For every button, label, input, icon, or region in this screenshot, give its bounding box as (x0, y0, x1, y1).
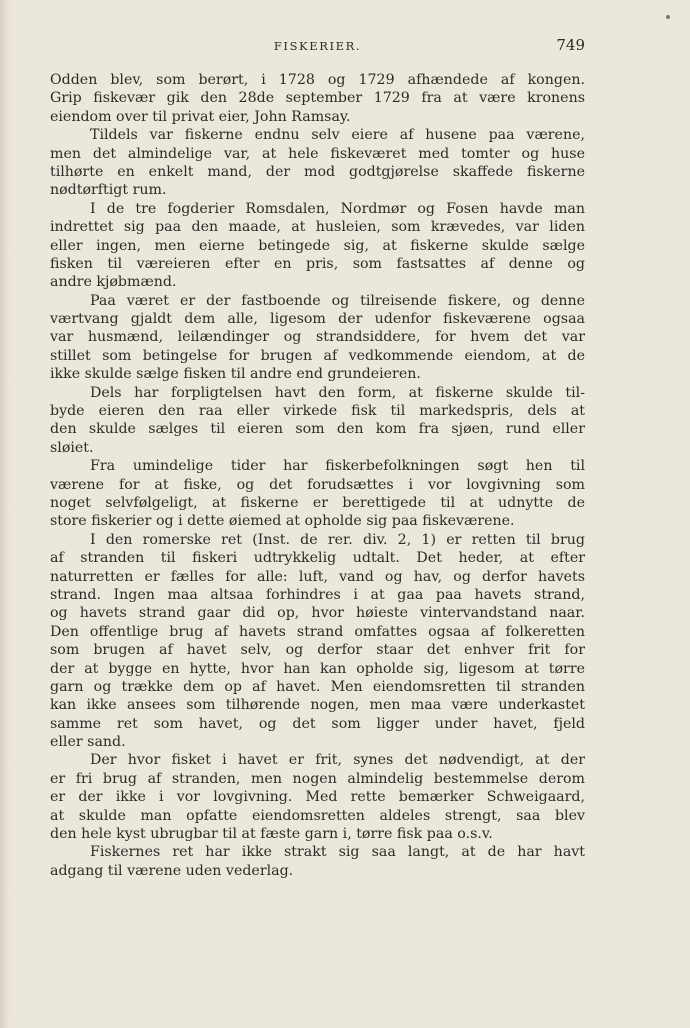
running-title: FISKERIER. (273, 39, 362, 53)
text-line: indrettet sig paa den maade, at husleien, som krævedes, var liden (50, 219, 585, 236)
scan-speck (666, 15, 670, 19)
text-line: Der hvor fisket i havet er frit, synes det nødvendigt, at der (90, 752, 585, 769)
text-line: Fiskernes ret har ikke strakt sig saa langt, at de har havt (90, 844, 585, 861)
text-line: tilhørte en enkelt mand, der mod godtgjørelse skaffede fiskerne (50, 163, 585, 180)
text-line: den hele kyst ubrugbar til at fæste garn i, tørre fisk paa o.s.v. (50, 826, 493, 843)
text-line: Den offentlige brug af havets strand omfattes ogsaa af folkeretten (50, 623, 585, 640)
text-line: den skulde sælges til eieren som den kom fra sjøen, rund eller (50, 421, 585, 438)
text-line: og havets strand gaar did op, hvor høieste vintervandstand naar. (50, 605, 585, 622)
text-line: eller sand. (50, 734, 126, 751)
text-line: nødtørftigt rum. (50, 182, 167, 199)
text-line: strand. Ingen maa altsaa forhindres i at gaa paa havets strand, (50, 586, 585, 603)
text-line: fisken til væreieren efter en pris, som fastsattes af denne og (50, 255, 585, 272)
page-edge (0, 0, 10, 1028)
text-line: samme ret som havet, og det som ligger under havet, fjeld (50, 715, 585, 732)
text-line: Grip fiskevær gik den 28de september 1729 fra at være kronens (50, 90, 585, 107)
text-line: Paa været er der fastboende og tilreisende fiskere, og denne (90, 292, 585, 309)
text-line: værene for at fiske, og det forudsættes i vor lovgivning som (50, 476, 585, 493)
text-line: værtvang gjaldt dem alle, ligesom der udenfor fiskeværene ogsaa (50, 311, 585, 328)
text-line: stillet som betingelse for brugen af vedkommende eiendom, at de (50, 347, 585, 364)
text-line: Tildels var fiskerne endnu selv eiere af husene paa værene, (90, 127, 585, 144)
text-line: I den romerske ret (Inst. de rer. div. 2, 1) er retten til brug (90, 531, 585, 548)
text-line: naturretten er fælles for alle: luft, vand og hav, og derfor havets (50, 568, 585, 585)
text-line: der at bygge en hytte, hvor han kan opholde sig, ligesom at tørre (50, 660, 585, 677)
text-line: byde eieren den raa eller virkede fisk til markedspris, dels at (50, 403, 585, 420)
body-text (50, 71, 585, 880)
text-line: andre kjøbmænd. (50, 274, 177, 291)
page-number: 749 (556, 36, 585, 54)
text-line: Dels har forpligtelsen havt den form, at fiskerne skulde til- (90, 384, 585, 401)
page-header (50, 36, 585, 56)
text-line: garn og trække dem op af havet. Men eiendomsretten til stranden (50, 678, 585, 695)
text-line: var husmænd, leilændinger og strandsiddere, for hvem det var (50, 329, 585, 346)
text-line: I de tre fogderier Romsdalen, Nordmør og Fosen havde man (90, 200, 585, 217)
text-line: adgang til værene uden vederlag. (50, 862, 294, 879)
text-line: at skulde man opfatte eiendomsretten aldeles strengt, saa blev (50, 807, 585, 824)
text-line: eiendom over til privat eier, John Ramsay. (50, 108, 351, 125)
text-line: ikke skulde sælge fisken til andre end grundeieren. (50, 366, 421, 383)
text-line: er fri brug af stranden, men nogen almindelig bestemmelse derom (50, 770, 585, 787)
text-line: af stranden til fiskeri udtrykkelig udtalt. Det heder, at efter (50, 550, 585, 567)
text-line: kan ikke ansees som tilhørende nogen, men maa være underkastet (50, 697, 585, 714)
text-line: noget selvfølgeligt, at fiskerne er berettigede til at udnytte de (50, 494, 585, 511)
text-line: er der ikke i vor lovgivning. Med rette bemærker Schweigaard, (50, 789, 585, 806)
text-line: men det almindelige var, at hele fiskeværet med tomter og huse (50, 145, 585, 162)
text-line: Odden blev, som berørt, i 1728 og 1729 afhændede af kongen. (50, 72, 585, 88)
text-line: Fra umindelige tider har fiskerbefolkningen søgt hen til (90, 458, 585, 475)
text-line: store fiskerier og i dette øiemed at opholde sig paa fiskeværene. (50, 513, 515, 530)
text-line: sløiet. (50, 439, 94, 456)
text-line: som brugen af havet selv, og derfor staar det enhver frit for (50, 642, 585, 659)
text-line: eller ingen, men eierne betingede sig, at fiskerne skulde sælge (50, 237, 585, 254)
